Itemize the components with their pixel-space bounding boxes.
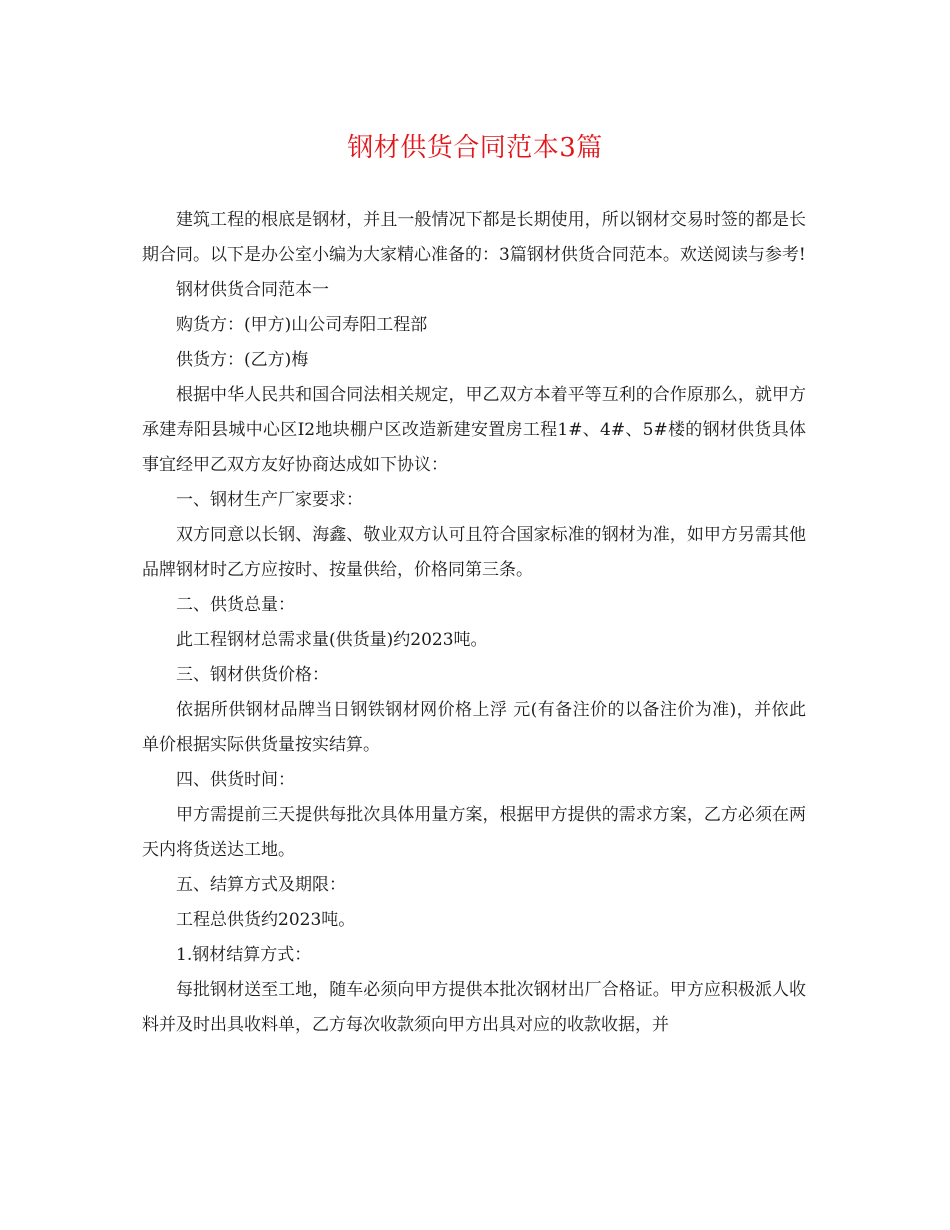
paragraph-section-5-subheading: 1.钢材结算方式： xyxy=(176,945,312,965)
paragraph-buyer: 购货方：(甲方)山公司寿阳工程部 xyxy=(176,315,428,335)
paragraph-heading-sample-one: 钢材供货合同范本一 xyxy=(176,280,329,300)
paragraph-section-5-heading: 五、结算方式及期限： xyxy=(176,875,346,895)
paragraph-preamble: 根据中华人民共和国合同法相关规定，甲乙双方本着平等互利的合作原那么，就甲方承建寿阳县城中心区I2地块棚户区改造新建安置房工程1#、4#、5#楼的钢材供货具体事宜经甲乙双方友好协商达成如下协议： xyxy=(142,385,806,475)
paragraph-section-4-body: 甲方需提前三天提供每批次具体用量方案，根据甲方提供的需求方案，乙方必须在两天内将货送达工地。 xyxy=(142,805,806,860)
paragraph-section-3-heading: 三、钢材供货价格： xyxy=(176,665,329,685)
paragraph-section-3-body: 依据所供钢材品牌当日钢铁钢材网价格上浮 元(有备注价的以备注价为准)，并依此单价根据实际供货量按实结算。 xyxy=(142,700,806,755)
paragraph-section-1-body: 双方同意以长钢、海鑫、敬业双方认可且符合国家标准的钢材为准，如甲方另需其他品牌钢材时乙方应按时、按量供给，价格同第三条。 xyxy=(142,525,806,580)
paragraph-section-4-heading: 四、供货时间： xyxy=(176,770,295,790)
document-body xyxy=(142,203,806,1043)
paragraph-section-5-body: 每批钢材送至工地，随车必须向甲方提供本批次钢材出厂合格证。甲方应积极派人收料并及时出具收料单，乙方每次收款须向甲方出具对应的收款收据，并 xyxy=(142,980,806,1035)
document-title: 钢材供货合同范本3篇 xyxy=(347,133,603,163)
paragraph-section-5-total: 工程总供货约2023吨。 xyxy=(176,910,356,930)
paragraph-section-1-heading: 一、钢材生产厂家要求： xyxy=(176,490,363,510)
paragraph-intro: 建筑工程的根底是钢材，并且一般情况下都是长期使用，所以钢材交易时签的都是长期合同。以下是办公室小编为大家精心准备的：3篇钢材供货合同范本。欢送阅读与参考! xyxy=(142,210,806,265)
paragraph-section-2-heading: 二、供货总量： xyxy=(176,595,295,615)
paragraph-section-2-body: 此工程钢材总需求量(供货量)约2023吨。 xyxy=(176,630,488,650)
paragraph-supplier: 供货方：(乙方)梅 xyxy=(176,350,309,370)
